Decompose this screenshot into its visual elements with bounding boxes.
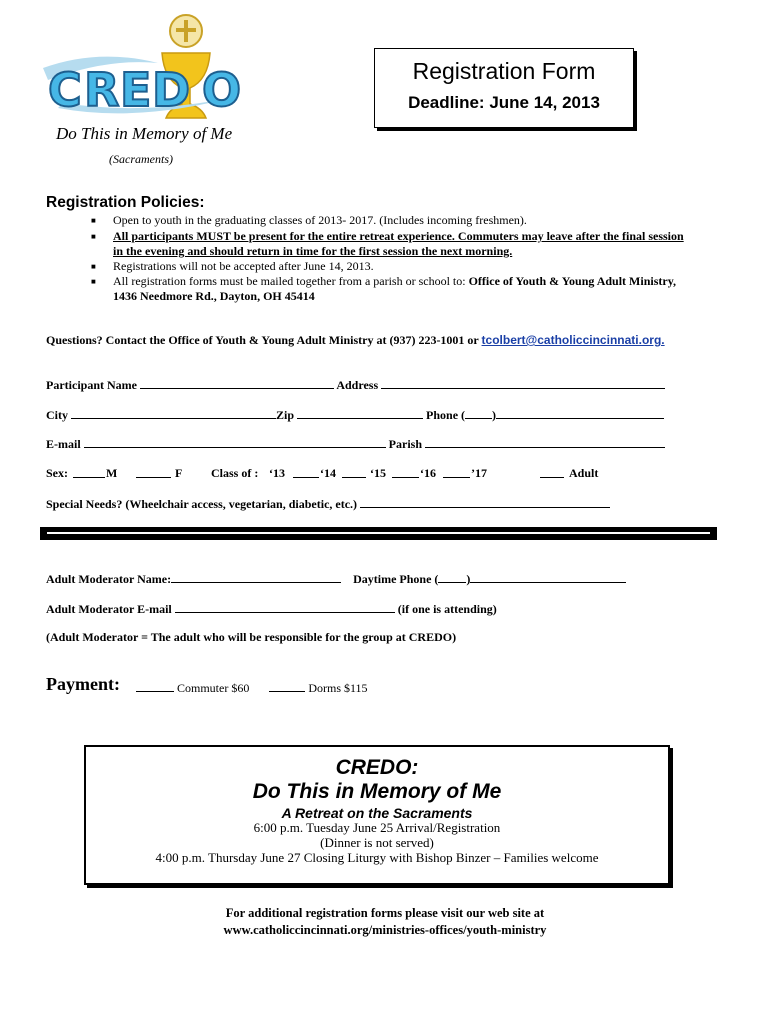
phone-field[interactable] xyxy=(496,407,664,419)
address-field[interactable] xyxy=(381,377,665,389)
mailing-address: 1436 Needmore Rd., Dayton, OH 45414 xyxy=(113,289,315,303)
section-divider xyxy=(40,527,717,540)
tagline: Do This in Memory of Me xyxy=(56,124,233,143)
special-needs-row: Special Needs? (Wheelchair access, vegetarian, diabetic, etc.) xyxy=(46,496,610,512)
sex-male-field[interactable] xyxy=(73,466,105,478)
commuter-field[interactable] xyxy=(136,680,174,692)
payment-options: Commuter $60 Dorms $115 xyxy=(136,680,368,696)
mailing-office: Office of Youth & Young Adult Ministry, xyxy=(468,274,677,288)
contact-email-link[interactable]: tcolbert@catholiccincinnati.org. xyxy=(481,333,665,347)
participant-row: Participant Name Address xyxy=(46,377,665,393)
svg-text:O: O xyxy=(202,63,242,117)
credo-logo-image xyxy=(38,8,253,128)
tagline-sub: (Sacraments) xyxy=(109,152,173,166)
bullet-icon: ■ xyxy=(91,232,96,241)
retreat-theme: A Retreat on the Sacraments xyxy=(281,805,473,822)
svg-text:R: R xyxy=(84,63,120,117)
moderator-phone-field[interactable] xyxy=(470,571,626,583)
phone-area-code-field[interactable] xyxy=(465,407,492,419)
policies-heading: Registration Policies: xyxy=(46,194,205,211)
adult-field[interactable] xyxy=(540,466,564,478)
sex-class-row: Sex: M F Class of : ‘13 ‘14 ‘15 ‘16 ’17 Adult xyxy=(46,466,599,480)
moderator-note: (Adult Moderator = The adult who will be responsible for the group at CREDO) xyxy=(46,630,457,644)
deadline: Deadline: June 14, 2013 xyxy=(408,93,600,112)
bullet-icon: ■ xyxy=(91,216,96,225)
footer xyxy=(0,905,770,939)
email-row: E-mail Parish xyxy=(46,436,665,452)
sex-female-field[interactable] xyxy=(136,466,171,478)
dorms-field[interactable] xyxy=(269,680,305,692)
title-box xyxy=(374,48,634,128)
credo-logo xyxy=(38,8,253,128)
participant-name-field[interactable] xyxy=(140,377,334,389)
retreat-info-box xyxy=(84,745,670,885)
moderator-name-field[interactable] xyxy=(171,571,341,583)
policy-item: ■ Registrations will not be accepted after June 14, 2013. xyxy=(91,259,374,273)
policy-item: ■ Open to youth in the graduating classes of 2013- 2017. (Includes incoming freshmen). xyxy=(91,213,527,227)
dinner-note: (Dinner is not served) xyxy=(320,835,434,851)
special-needs-field[interactable] xyxy=(360,496,610,508)
closing-line: 4:00 p.m. Thursday June 27 Closing Liturgy with Bishop Binzer – Families welcome xyxy=(155,850,599,866)
arrival-line: 6:00 p.m. Tuesday June 25 Arrival/Registration xyxy=(253,820,501,836)
bullet-icon: ■ xyxy=(91,262,96,271)
footer-website[interactable]: www.catholiccincinnati.org/ministries-offices/youth-ministry xyxy=(223,923,547,937)
class-14-field[interactable] xyxy=(342,466,366,478)
svg-text:E: E xyxy=(120,63,152,117)
svg-text:D: D xyxy=(152,63,191,117)
email-field[interactable] xyxy=(84,436,386,448)
class-13-field[interactable] xyxy=(293,466,319,478)
class-16-field[interactable] xyxy=(443,466,470,478)
policy-item: ■ All registration forms must be mailed together from a parish or school to: Office of Youth & Young Adult Ministry, xyxy=(91,274,677,288)
moderator-row: Adult Moderator Name: Daytime Phone ( ) xyxy=(46,571,626,587)
city-field[interactable] xyxy=(71,407,276,419)
retreat-subtitle: Do This in Memory of Me xyxy=(252,780,502,804)
class-15-field[interactable] xyxy=(392,466,419,478)
footer-line-1: For additional registration forms please visit our web site at xyxy=(225,906,545,920)
form-title: Registration Form xyxy=(412,58,596,84)
parish-field[interactable] xyxy=(425,436,665,448)
zip-field[interactable] xyxy=(297,407,423,419)
retreat-title: CREDO: xyxy=(335,756,419,779)
policy-item: ■ All participants MUST be present for the entire retreat experience. Commuters may leave after the final session xyxy=(91,229,684,243)
moderator-email-field[interactable] xyxy=(175,601,395,613)
payment-label: Payment: xyxy=(46,674,120,694)
bullet-icon: ■ xyxy=(91,277,96,286)
policy-item-continued: in the evening and should return in time for the first session the next morning. xyxy=(113,244,513,258)
city-row: City Zip Phone ( ) xyxy=(46,407,664,423)
questions-line: Questions? Contact the Office of Youth & Young Adult Ministry at (937) 223-1001 or tcolbert@catholiccincinnati.org. xyxy=(46,333,665,347)
moderator-area-code-field[interactable] xyxy=(438,571,466,583)
svg-text:C: C xyxy=(48,63,82,117)
moderator-email-row: Adult Moderator E-mail (if one is attending) xyxy=(46,602,497,616)
